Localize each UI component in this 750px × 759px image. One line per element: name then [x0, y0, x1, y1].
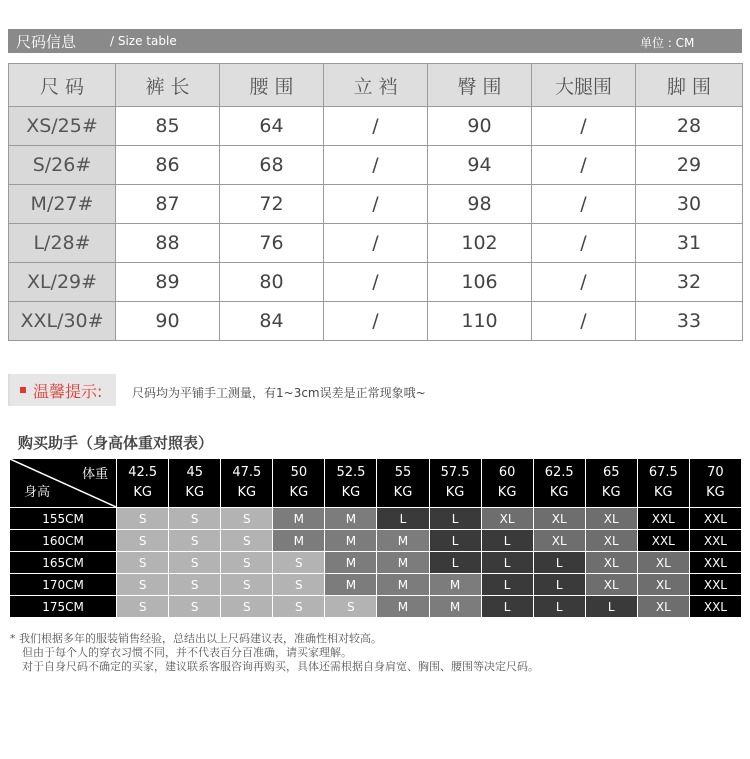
recommended-size-cell: L	[533, 574, 585, 596]
size-value-cell: 110	[428, 302, 532, 341]
size-value-cell: 32	[636, 263, 743, 302]
weight-header-cell	[689, 459, 741, 508]
size-value-cell: 90	[116, 302, 220, 341]
size-value-cell: /	[324, 107, 428, 146]
recommended-size-cell: M	[325, 508, 377, 530]
size-table-header-cell: 臀 围	[428, 64, 532, 107]
size-table-row	[9, 302, 743, 341]
recommended-size-cell: M	[273, 508, 325, 530]
tip-badge	[8, 374, 116, 406]
size-value-cell: 29	[636, 146, 743, 185]
recommended-size-cell: XXL	[637, 508, 689, 530]
recommended-size-cell: S	[117, 552, 169, 574]
corner-cell	[10, 459, 117, 508]
size-value-cell: /	[532, 107, 636, 146]
height-cell: 165CM	[10, 552, 117, 574]
weight-unit: KG	[133, 485, 152, 500]
weight-unit: KG	[341, 485, 361, 500]
size-value-cell: /	[324, 302, 428, 341]
weight-header-cell	[481, 459, 533, 508]
size-value-cell: /	[532, 185, 636, 224]
recommended-size-cell: M	[325, 530, 377, 552]
size-table-row	[9, 263, 743, 302]
size-label-cell: XL/29#	[9, 263, 116, 302]
recommended-size-cell: M	[325, 574, 377, 596]
recommended-size-cell: XXL	[689, 552, 741, 574]
recommended-size-cell: XXL	[637, 530, 689, 552]
size-value-cell: /	[324, 146, 428, 185]
weight-unit: KG	[289, 485, 309, 500]
height-row	[10, 574, 742, 596]
size-value-cell: 31	[636, 224, 743, 263]
size-value-cell: 68	[220, 146, 324, 185]
corner-weight-label: 体重	[82, 467, 109, 482]
recommended-size-cell: L	[429, 552, 481, 574]
header-subtitle: / Size table	[110, 34, 177, 48]
size-value-cell: /	[324, 224, 428, 263]
weight-header-cell	[169, 459, 221, 508]
weight-header-cell	[429, 459, 481, 508]
size-value-cell: /	[324, 185, 428, 224]
size-table-header-cell: 尺 码	[9, 64, 116, 107]
weight-unit: KG	[497, 485, 517, 500]
weight-value: 57.5	[440, 465, 470, 480]
size-table-header-cell: 脚 围	[636, 64, 743, 107]
weight-value: 52.5	[336, 465, 366, 480]
size-table-header-cell: 裤 长	[116, 64, 220, 107]
recommended-size-cell: XL	[585, 530, 637, 552]
weight-value: 70	[707, 465, 724, 480]
recommended-size-cell: M	[377, 574, 429, 596]
recommended-size-cell: M	[325, 552, 377, 574]
weight-value: 55	[394, 465, 412, 480]
recommended-size-cell: S	[117, 574, 169, 596]
size-value-cell: 76	[220, 224, 324, 263]
height-row	[10, 508, 742, 530]
recommended-size-cell: XL	[637, 552, 689, 574]
size-value-cell: /	[532, 263, 636, 302]
recommended-size-cell: L	[585, 596, 637, 618]
recommended-size-cell: M	[377, 552, 429, 574]
header-title: 尺码信息	[16, 33, 77, 51]
recommended-size-cell: L	[377, 508, 429, 530]
weight-value: 47.5	[232, 465, 262, 480]
size-label-cell: M/27#	[9, 185, 116, 224]
recommended-size-cell: S	[273, 574, 325, 596]
weight-header-cell	[117, 459, 169, 508]
recommended-size-cell: L	[481, 574, 533, 596]
size-table-header-cell: 腰 围	[220, 64, 324, 107]
recommended-size-cell: S	[221, 552, 273, 574]
height-row	[10, 530, 742, 552]
weight-unit: KG	[237, 485, 257, 500]
assistant-title: 购买助手（身高体重对照表）	[18, 434, 214, 452]
note-line: 对于自身尺码不确定的买家，建议联系客服咨询再购买，具体还需根据自身肩宽、胸围、腰围等决定尺码。	[22, 660, 539, 673]
recommended-size-cell: S	[221, 596, 273, 618]
recommended-size-cell: L	[533, 552, 585, 574]
size-value-cell: 106	[428, 263, 532, 302]
recommended-size-cell: L	[481, 530, 533, 552]
recommended-size-cell: L	[533, 596, 585, 618]
recommended-size-cell: S	[117, 596, 169, 618]
recommended-size-cell: XL	[585, 508, 637, 530]
weight-unit: KG	[185, 485, 205, 500]
recommended-size-cell: S	[169, 508, 221, 530]
header-unit: 单位 : CM	[640, 36, 695, 50]
size-label-cell: XS/25#	[9, 107, 116, 146]
weight-value: 65	[602, 465, 620, 480]
weight-value: 67.5	[648, 465, 678, 480]
recommended-size-cell: S	[221, 574, 273, 596]
recommended-size-cell: XL	[585, 574, 637, 596]
size-value-cell: 28	[636, 107, 743, 146]
size-table-row	[9, 224, 743, 263]
size-label-cell: L/28#	[9, 224, 116, 263]
height-row	[10, 596, 742, 618]
recommended-size-cell: S	[169, 552, 221, 574]
size-table-header-cell: 大腿围	[532, 64, 636, 107]
recommended-size-cell: S	[273, 552, 325, 574]
weight-header-cell	[377, 459, 429, 508]
recommended-size-cell: L	[481, 596, 533, 618]
size-value-cell: /	[532, 302, 636, 341]
size-value-cell: /	[532, 224, 636, 263]
size-value-cell: 94	[428, 146, 532, 185]
recommended-size-cell: S	[169, 596, 221, 618]
weight-header-cell	[585, 459, 637, 508]
recommended-size-cell: XL	[533, 508, 585, 530]
weight-unit: KG	[445, 485, 465, 500]
size-value-cell: /	[532, 146, 636, 185]
recommended-size-cell: M	[429, 596, 481, 618]
size-value-cell: 102	[428, 224, 532, 263]
size-value-cell: 89	[116, 263, 220, 302]
weight-header-cell	[637, 459, 689, 508]
recommended-size-cell: M	[377, 530, 429, 552]
size-table-row	[9, 185, 743, 224]
height-cell: 160CM	[10, 530, 117, 552]
recommended-size-cell: L	[429, 530, 481, 552]
height-cell: 155CM	[10, 508, 117, 530]
recommended-size-cell: S	[117, 530, 169, 552]
recommended-size-cell: XXL	[689, 574, 741, 596]
recommended-size-cell: S	[221, 508, 273, 530]
weight-value: 45	[186, 465, 203, 480]
weight-header-cell	[325, 459, 377, 508]
tip-label: 温馨提示:	[33, 382, 103, 401]
recommended-size-cell: XL	[637, 574, 689, 596]
weight-unit: KG	[601, 485, 621, 500]
weight-unit: KG	[706, 485, 725, 500]
size-value-cell: 87	[116, 185, 220, 224]
height-cell: 175CM	[10, 596, 117, 618]
size-label-cell: S/26#	[9, 146, 116, 185]
size-table-row	[9, 107, 743, 146]
size-value-cell: 80	[220, 263, 324, 302]
height-row	[10, 552, 742, 574]
size-value-cell: 98	[428, 185, 532, 224]
recommended-size-cell: S	[221, 530, 273, 552]
recommended-size-cell: XL	[637, 596, 689, 618]
weight-unit: KG	[653, 485, 673, 500]
recommended-size-cell: XL	[481, 508, 533, 530]
recommended-size-cell: L	[429, 508, 481, 530]
size-value-cell: 72	[220, 185, 324, 224]
weight-header-cell	[221, 459, 273, 508]
recommended-size-cell: S	[169, 574, 221, 596]
size-value-cell: 30	[636, 185, 743, 224]
weight-header-cell	[273, 459, 325, 508]
size-value-cell: /	[324, 263, 428, 302]
recommended-size-cell: M	[429, 574, 481, 596]
recommended-size-cell: M	[377, 596, 429, 618]
weight-value: 42.5	[128, 465, 158, 480]
size-table-row	[9, 146, 743, 185]
recommended-size-cell: M	[273, 530, 325, 552]
weight-unit: KG	[549, 485, 569, 500]
size-table-header-row	[9, 64, 743, 107]
size-value-cell: 90	[428, 107, 532, 146]
weight-value: 60	[498, 465, 516, 480]
recommended-size-cell: XXL	[689, 530, 741, 552]
corner-height-label: 身高	[24, 485, 51, 500]
size-value-cell: 33	[636, 302, 743, 341]
weight-unit: KG	[393, 485, 413, 500]
recommended-size-cell: L	[481, 552, 533, 574]
height-cell: 170CM	[10, 574, 117, 596]
size-value-cell: 88	[116, 224, 220, 263]
recommended-size-cell: XXL	[689, 508, 741, 530]
recommended-size-cell: XL	[585, 552, 637, 574]
tip-text: 尺码均为平铺手工测量，有1~3cm误差是正常现象哦~	[132, 386, 426, 400]
size-value-cell: 85	[116, 107, 220, 146]
recommended-size-cell: S	[169, 530, 221, 552]
size-table	[8, 63, 743, 341]
weight-header-row	[10, 459, 742, 508]
size-label-cell: XXL/30#	[9, 302, 116, 341]
size-info-header	[8, 29, 742, 53]
height-weight-table	[9, 458, 742, 618]
size-table-header-cell: 立 裆	[324, 64, 428, 107]
size-value-cell: 84	[220, 302, 324, 341]
recommended-size-cell: S	[325, 596, 377, 618]
weight-value: 62.5	[544, 465, 574, 480]
note-line: 但由于每个人的穿衣习惯不同，并不代表百分百准确，请买家理解。	[22, 646, 352, 659]
recommended-size-cell: XL	[533, 530, 585, 552]
size-value-cell: 86	[116, 146, 220, 185]
recommended-size-cell: XXL	[689, 596, 741, 618]
size-value-cell: 64	[220, 107, 324, 146]
note-line: * 我们根据多年的服装销售经验，总结出以上尺码建议表，准确性相对较高。	[10, 632, 382, 645]
weight-header-cell	[533, 459, 585, 508]
notes	[10, 632, 539, 674]
tip-square-icon	[20, 387, 26, 393]
weight-value: 50	[290, 465, 308, 480]
recommended-size-cell: S	[273, 596, 325, 618]
recommended-size-cell: S	[117, 508, 169, 530]
